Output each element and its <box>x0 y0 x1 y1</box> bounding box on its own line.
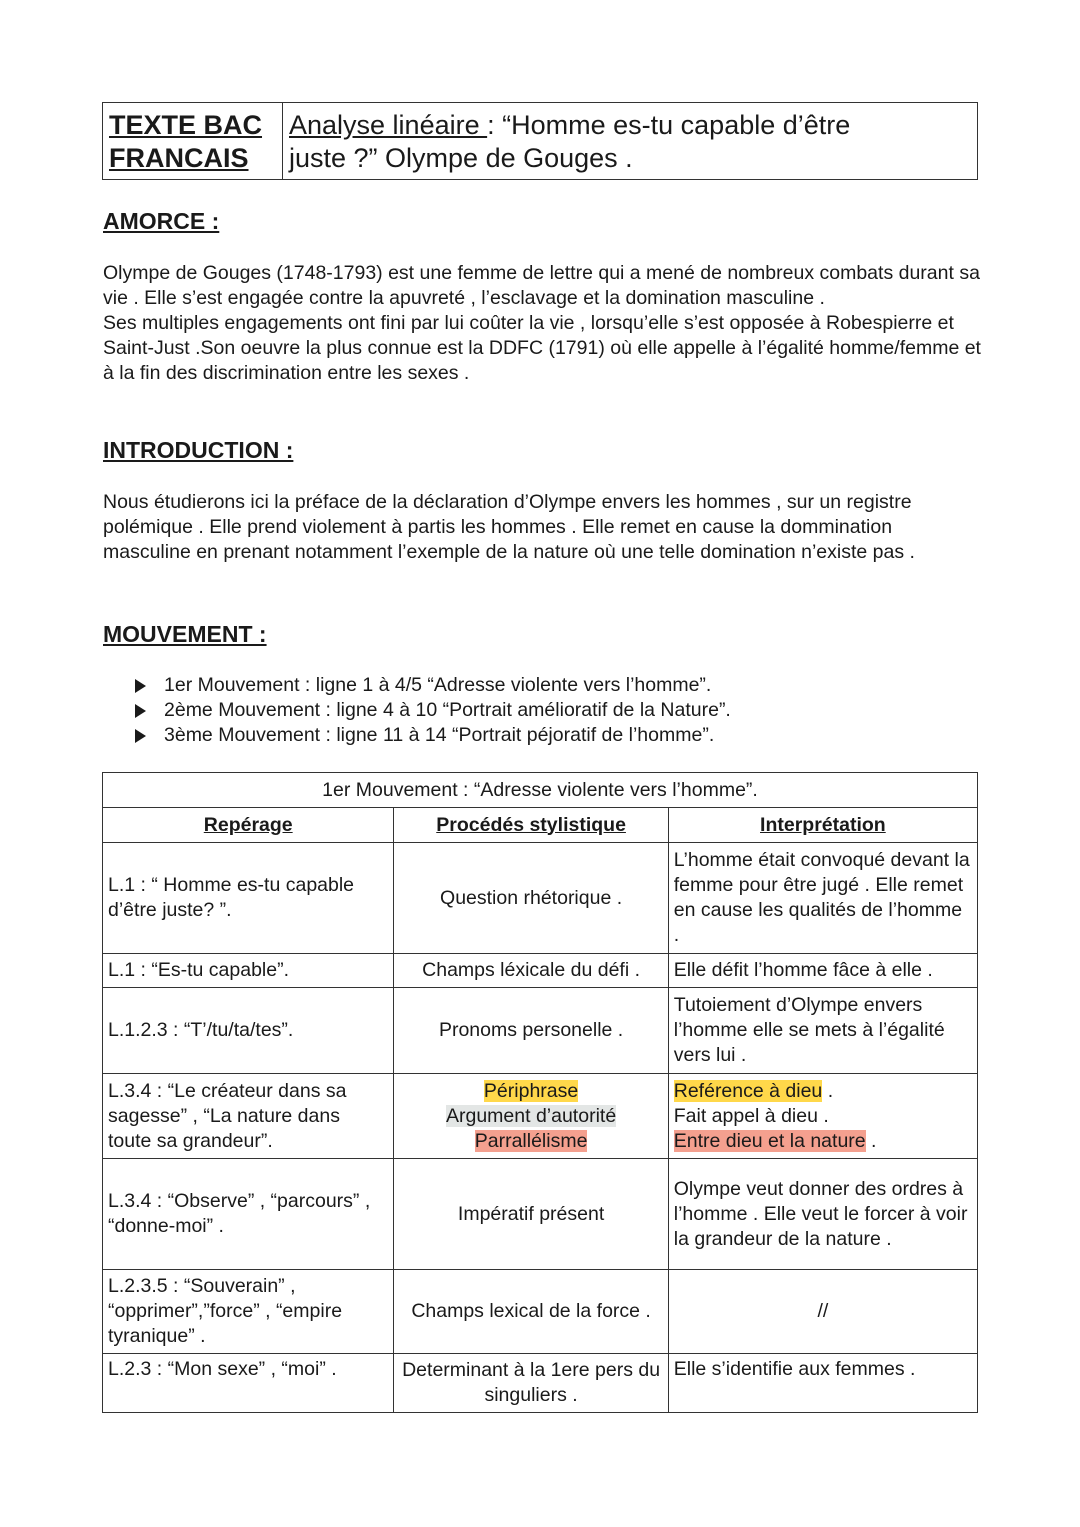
title-box <box>102 102 978 180</box>
list-item <box>135 673 731 698</box>
cell-procede: Question rhétorique . <box>394 843 668 954</box>
cell-interpretation: Olympe veut donner des ordres à l’homme . Elle veut le forcer à voir la grandeur de la nature . <box>668 1159 977 1270</box>
list-item-text: 3ème Mouvement : ligne 11 à 14 “Portrait péjoratif de l’homme”. <box>164 724 715 746</box>
title-underlined: Analyse linéaire <box>289 110 488 140</box>
table-header-row <box>103 808 978 843</box>
highlight-reference-dieu: Reférence à dieu <box>673 1079 823 1102</box>
amorce-heading: AMORCE : <box>103 208 220 234</box>
analysis-table <box>102 772 978 1413</box>
cell-procede: Pronoms personelle . <box>394 988 668 1074</box>
cell-procede: Champs lexical de la force . <box>394 1270 668 1354</box>
cell-reperage: L.1 : “Es-tu capable”. <box>103 954 394 988</box>
amorce-text-2: Ses multiples engagements ont fini par lui coûter la vie , lorsqu’elle s’est opposée à Robespierre et Saint-Just .Son oeuvre la plus connue est la DDFC (1791) où elle appelle à l’égalité homme/femme et à la fin des discrimination entre les sexes . <box>103 312 981 384</box>
amorce-text-1: Olympe de Gouges (1748-1793) est une femme de lettre qui a mené de nombreux combats durant sa vie . Elle s’est engagée contre la apuvreté , l’esclavage et la domination masculine . <box>103 262 980 309</box>
table-caption: 1er Mouvement : “Adresse violente vers l’homme”. <box>103 773 978 808</box>
cell-interpretation: Tutoiement d’Olympe envers l’homme elle se mets à l’égalité vers lui . <box>668 988 977 1074</box>
sentence-end: . <box>865 1129 877 1152</box>
cell-interpretation: Elle défit l’homme fâce à elle . <box>668 954 977 988</box>
sentence-end: . <box>822 1079 834 1102</box>
cell-reperage: L.3.4 : “Le créateur dans sa sagesse” , “La nature dans toute sa grandeur”. <box>103 1074 394 1159</box>
cell-procede <box>394 1074 668 1159</box>
introduction-text: Nous étudierons ici la préface de la déclaration d’Olympe envers les hommes , sur un registre polémique . Elle prend violement à partis les hommes . Elle remet en cause la dommination masculine en prenant notamment l’exemple de la nature où une telle domination n’existe pas . <box>103 491 915 563</box>
introduction-heading: INTRODUCTION : <box>103 437 294 463</box>
list-item <box>135 698 731 723</box>
arrow-bullet-icon <box>135 704 146 718</box>
highlight-dieu-nature: Entre dieu et la nature <box>673 1129 866 1152</box>
title-label-line2: FRANCAIS <box>109 143 249 173</box>
table-row <box>103 954 978 988</box>
list-item-text: 2ème Mouvement : ligne 4 à 10 “Portrait amélioratif de la Nature”. <box>164 699 731 721</box>
title-text <box>283 103 977 179</box>
cell-reperage: L.1 : “ Homme es-tu capable d’être juste? ”. <box>103 843 394 954</box>
table-row <box>103 1159 978 1270</box>
title-line1-rest: : “Homme es-tu capable d’être <box>487 110 851 140</box>
title-label-line1: TEXTE BAC <box>109 110 263 140</box>
cell-interpretation: L’homme était convoqué devant la femme pour être jugé . Elle remet en cause les qualités de l’homme . <box>668 843 977 954</box>
table-row <box>103 1270 978 1354</box>
table-row <box>103 1354 978 1413</box>
cell-interpretation: // <box>668 1270 977 1354</box>
table-caption-row <box>103 773 978 808</box>
introduction-paragraph <box>103 490 953 565</box>
column-header-interpretation: Interprétation <box>668 808 977 843</box>
cell-procede: Champs léxicale du défi . <box>394 954 668 988</box>
list-item <box>135 723 731 748</box>
sentence-end: . <box>817 1104 829 1127</box>
list-item-text: 1er Mouvement : ligne 1 à 4/5 “Adresse violente vers l’homme”. <box>164 674 712 696</box>
title-label <box>103 103 283 179</box>
table-row <box>103 1074 978 1159</box>
column-header-procedes: Procédés stylistique <box>394 808 668 843</box>
cell-procede: Impératif présent <box>394 1159 668 1270</box>
highlight-parrallelisme: Parrallélisme <box>474 1129 588 1152</box>
arrow-bullet-icon <box>135 729 146 743</box>
cell-reperage: L.2.3 : “Mon sexe” , “moi” . <box>103 1354 394 1413</box>
text-fait-appel: Fait appel à dieu <box>673 1104 818 1127</box>
cell-reperage: L.1.2.3 : “T’/tu/ta/tes”. <box>103 988 394 1074</box>
cell-interpretation: Elle s’identifie aux femmes . <box>668 1354 977 1413</box>
cell-reperage: L.3.4 : “Observe” , “parcours” , “donne-moi” . <box>103 1159 394 1270</box>
cell-interpretation <box>668 1074 977 1159</box>
column-header-reperage: Repérage <box>103 808 394 843</box>
highlight-argument-autorite: Argument d’autorité <box>445 1104 617 1127</box>
arrow-bullet-icon <box>135 679 146 693</box>
table-row <box>103 843 978 954</box>
table-row <box>103 988 978 1074</box>
mouvement-heading: MOUVEMENT : <box>103 621 267 647</box>
amorce-paragraph <box>103 261 983 386</box>
title-line2: juste ?” Olympe de Gouges . <box>289 143 633 173</box>
mouvement-list <box>135 673 731 748</box>
cell-reperage: L.2.3.5 : “Souverain” , “opprimer”,”force” , “empire tyranique” . <box>103 1270 394 1354</box>
cell-procede: Determinant à la 1ere pers du singuliers . <box>394 1354 668 1413</box>
highlight-periphrase: Périphrase <box>483 1079 579 1102</box>
